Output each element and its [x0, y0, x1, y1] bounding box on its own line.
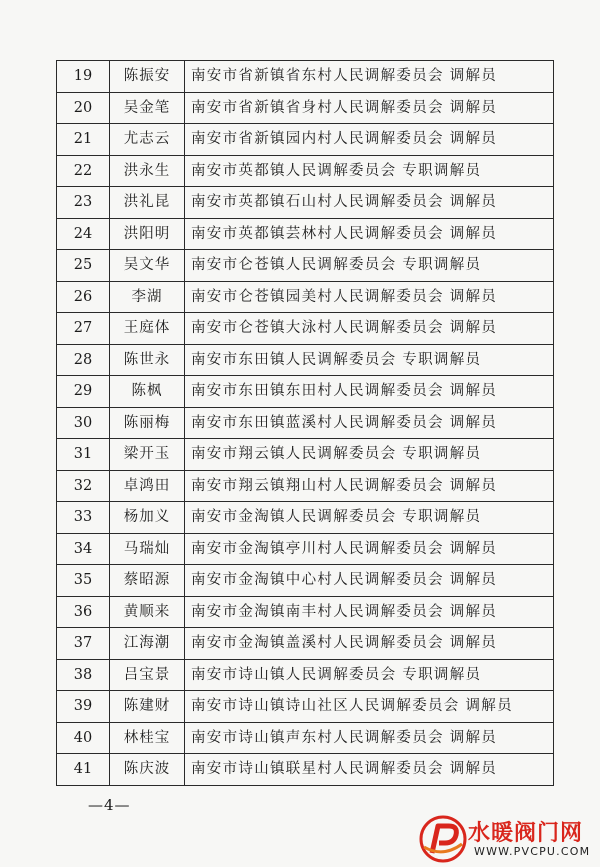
row-number-cell: 41	[57, 754, 110, 786]
table-row	[57, 124, 554, 156]
position-cell: 南安市金淘镇盖溪村人民调解委员会 调解员	[185, 628, 554, 660]
table-row	[57, 628, 554, 660]
table-row	[57, 470, 554, 502]
table-row	[57, 659, 554, 691]
row-number-cell: 29	[57, 376, 110, 408]
position-cell: 南安市金淘镇南丰村人民调解委员会 调解员	[185, 596, 554, 628]
watermark-text: 水暖阀门网	[468, 821, 584, 846]
position-cell: 南安市省新镇园内村人民调解委员会 调解员	[185, 124, 554, 156]
position-cell: 南安市东田镇东田村人民调解委员会 调解员	[185, 376, 554, 408]
table-row	[57, 313, 554, 345]
table-row	[57, 92, 554, 124]
row-number-cell: 34	[57, 533, 110, 565]
position-cell: 南安市英都镇人民调解委员会 专职调解员	[185, 155, 554, 187]
table-row	[57, 533, 554, 565]
row-number-cell: 22	[57, 155, 110, 187]
row-number-cell: 39	[57, 691, 110, 723]
name-cell: 陈枫	[110, 376, 185, 408]
position-cell: 南安市金淘镇人民调解委员会 专职调解员	[185, 502, 554, 534]
row-number-cell: 24	[57, 218, 110, 250]
position-cell: 南安市诗山镇声东村人民调解委员会 调解员	[185, 722, 554, 754]
row-number-cell: 36	[57, 596, 110, 628]
table-row	[57, 344, 554, 376]
name-cell: 吴金笔	[110, 92, 185, 124]
position-cell: 南安市省新镇省东村人民调解委员会 调解员	[185, 61, 554, 93]
table-row	[57, 281, 554, 313]
roster-table-body	[57, 61, 554, 786]
row-number-cell: 32	[57, 470, 110, 502]
name-cell: 江海潮	[110, 628, 185, 660]
pvcpu-logo-icon	[418, 814, 468, 864]
name-cell: 洪阳明	[110, 218, 185, 250]
table-row	[57, 439, 554, 471]
position-cell: 南安市英都镇芸林村人民调解委员会 调解员	[185, 218, 554, 250]
name-cell: 蔡昭源	[110, 565, 185, 597]
name-cell: 陈丽梅	[110, 407, 185, 439]
name-cell: 陈振安	[110, 61, 185, 93]
position-cell: 南安市仑苍镇园美村人民调解委员会 调解员	[185, 281, 554, 313]
site-watermark	[418, 814, 600, 867]
row-number-cell: 38	[57, 659, 110, 691]
position-cell: 南安市东田镇蓝溪村人民调解委员会 调解员	[185, 407, 554, 439]
name-cell: 陈庆波	[110, 754, 185, 786]
roster-table	[56, 60, 554, 786]
name-cell: 李湖	[110, 281, 185, 313]
table-row	[57, 250, 554, 282]
row-number-cell: 33	[57, 502, 110, 534]
row-number-cell: 40	[57, 722, 110, 754]
table-row	[57, 407, 554, 439]
position-cell: 南安市仑苍镇人民调解委员会 专职调解员	[185, 250, 554, 282]
table-row	[57, 754, 554, 786]
position-cell: 南安市金淘镇亭川村人民调解委员会 调解员	[185, 533, 554, 565]
name-cell: 黄顺来	[110, 596, 185, 628]
row-number-cell: 21	[57, 124, 110, 156]
table-row	[57, 187, 554, 219]
table-row	[57, 722, 554, 754]
position-cell: 南安市翔云镇翔山村人民调解委员会 调解员	[185, 470, 554, 502]
position-cell: 南安市诗山镇人民调解委员会 专职调解员	[185, 659, 554, 691]
position-cell: 南安市诗山镇联星村人民调解委员会 调解员	[185, 754, 554, 786]
table-row	[57, 61, 554, 93]
row-number-cell: 25	[57, 250, 110, 282]
row-number-cell: 19	[57, 61, 110, 93]
row-number-cell: 27	[57, 313, 110, 345]
watermark-url: WWW.PVCPU.COM	[474, 845, 591, 858]
name-cell: 洪礼昆	[110, 187, 185, 219]
name-cell: 洪永生	[110, 155, 185, 187]
position-cell: 南安市仑苍镇大泳村人民调解委员会 调解员	[185, 313, 554, 345]
row-number-cell: 28	[57, 344, 110, 376]
row-number-cell: 37	[57, 628, 110, 660]
name-cell: 吴文华	[110, 250, 185, 282]
row-number-cell: 26	[57, 281, 110, 313]
position-cell: 南安市英都镇石山村人民调解委员会 调解员	[185, 187, 554, 219]
table-row	[57, 155, 554, 187]
name-cell: 梁开玉	[110, 439, 185, 471]
row-number-cell: 31	[57, 439, 110, 471]
position-cell: 南安市诗山镇诗山社区人民调解委员会 调解员	[185, 691, 554, 723]
page-number: —4—	[88, 796, 131, 814]
name-cell: 王庭体	[110, 313, 185, 345]
name-cell: 马瑞灿	[110, 533, 185, 565]
name-cell: 陈世永	[110, 344, 185, 376]
row-number-cell: 35	[57, 565, 110, 597]
name-cell: 尤志云	[110, 124, 185, 156]
table-row	[57, 565, 554, 597]
table-row	[57, 596, 554, 628]
row-number-cell: 20	[57, 92, 110, 124]
name-cell: 陈建财	[110, 691, 185, 723]
name-cell: 卓鸿田	[110, 470, 185, 502]
table-row	[57, 502, 554, 534]
row-number-cell: 23	[57, 187, 110, 219]
position-cell: 南安市金淘镇中心村人民调解委员会 调解员	[185, 565, 554, 597]
position-cell: 南安市东田镇人民调解委员会 专职调解员	[185, 344, 554, 376]
position-cell: 南安市翔云镇人民调解委员会 专职调解员	[185, 439, 554, 471]
position-cell: 南安市省新镇省身村人民调解委员会 调解员	[185, 92, 554, 124]
table-row	[57, 218, 554, 250]
name-cell: 林桂宝	[110, 722, 185, 754]
name-cell: 杨加义	[110, 502, 185, 534]
name-cell: 吕宝景	[110, 659, 185, 691]
table-row	[57, 691, 554, 723]
row-number-cell: 30	[57, 407, 110, 439]
table-row	[57, 376, 554, 408]
